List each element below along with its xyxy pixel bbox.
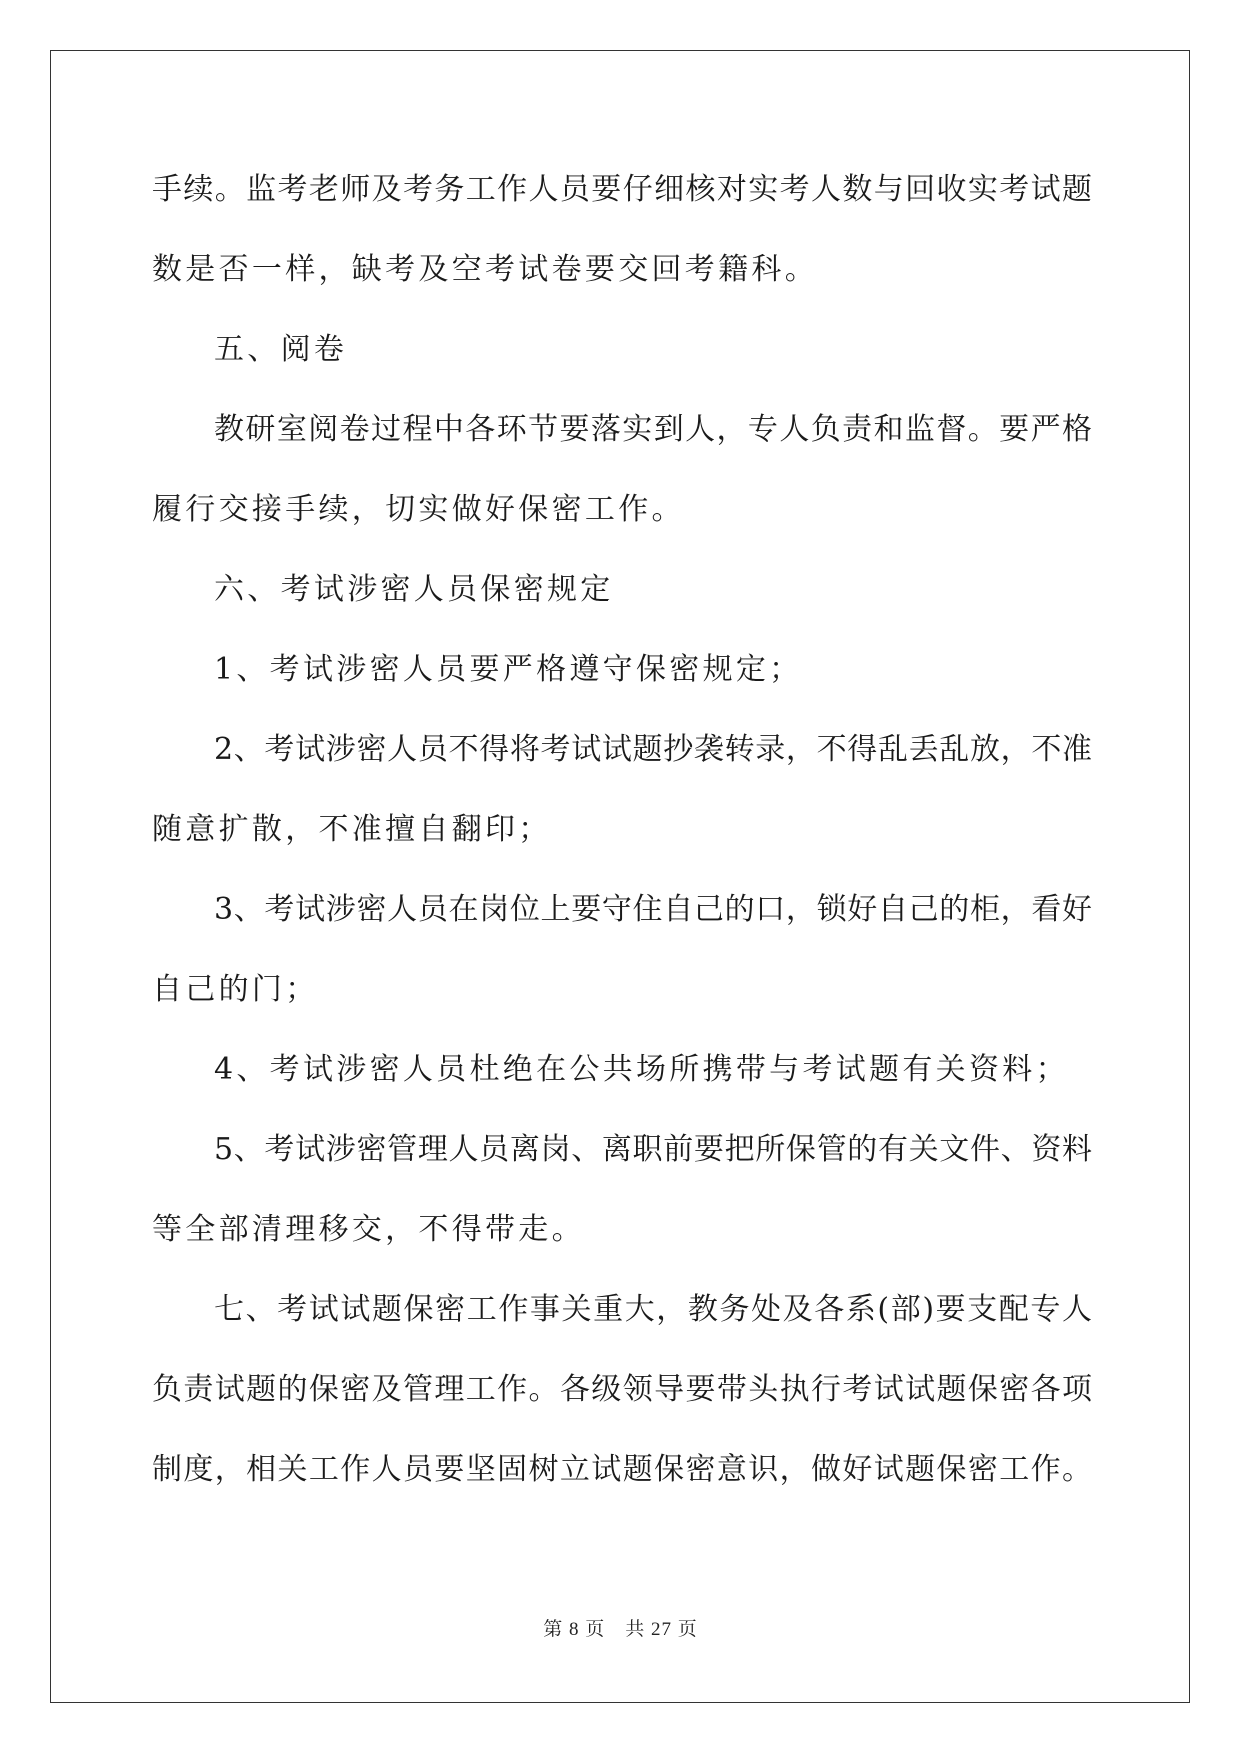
text-line: 制度，相关工作人员要坚固树立试题保密意识，做好试题保密工作。 bbox=[152, 1452, 1092, 1487]
list-item: 1、考试涉密人员要严格遵守保密规定； bbox=[214, 652, 803, 687]
text-line: 履行交接手续，切实做好保密工作。 bbox=[152, 492, 685, 527]
page-number: 第 8 页 共 27 页 bbox=[543, 1619, 698, 1640]
list-item: 2、考试涉密人员不得将考试试题抄袭转录，不得乱丢乱放，不准 bbox=[214, 732, 1092, 767]
section-heading: 五、阅卷 bbox=[214, 332, 348, 367]
text-line: 等全部清理移交，不得带走。 bbox=[152, 1212, 585, 1247]
text-line: 数是否一样，缺考及空考试卷要交回考籍科。 bbox=[152, 252, 818, 287]
text-line: 教研室阅卷过程中各环节要落实到人，专人负责和监督。要严格 bbox=[214, 412, 1092, 447]
text-line: 自己的门； bbox=[152, 972, 319, 1007]
list-item: 3、考试涉密人员在岗位上要守住自己的口，锁好自己的柜，看好 bbox=[214, 892, 1092, 927]
list-item: 5、考试涉密管理人员离岗、离职前要把所保管的有关文件、资料 bbox=[214, 1132, 1092, 1167]
list-item: 4、考试涉密人员杜绝在公共场所携带与考试题有关资料； bbox=[214, 1052, 1069, 1087]
text-line: 负责试题的保密及管理工作。各级领导要带头执行考试试题保密各项 bbox=[152, 1372, 1092, 1407]
text-line: 随意扩散，不准擅自翻印； bbox=[152, 812, 552, 847]
section-heading: 六、考试涉密人员保密规定 bbox=[214, 572, 614, 607]
text-line: 手续。监考老师及考务工作人员要仔细核对实考人数与回收实考试题 bbox=[152, 172, 1092, 207]
section-heading: 七、考试试题保密工作事关重大，教务处及各系(部)要支配专人 bbox=[214, 1292, 1092, 1327]
